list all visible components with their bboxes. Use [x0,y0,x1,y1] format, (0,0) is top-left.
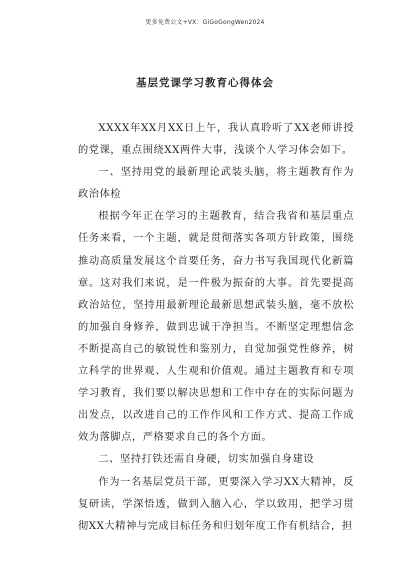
paragraph-section-2: 作为一名基层党员干部，更要深入学习XX大精神，反复研读，学深悟透，做到入脑入心，学以致用，把学习贯彻XX大精神与完成目标任务和归划年度工作有机结合，担 [78,476,354,532]
header-note: 更多免费公文+VX：GiGoGongWen2024 [145,19,265,26]
document-title: 基层党课学习教育心得体会 [136,77,274,89]
document-body [78,118,354,538]
paragraph-section-1: 根据今年正在学习的主题教育，结合我省和基层重点任务来看，一个主题，就是贯彻落实各项方针政策，围绕推动高质量发展这个首要任务，奋力书写我国现代化新篇章。这对我们来说，是一件极为振奋的大事。首先要提高政治站位，坚持用最新理论最新思想武装头脑，毫不放松的加强自身修养，做到忠诚干净担当。不断坚定理想信念不断提高自己的敏锐性和鉴别力，自觉加强党性修养，树立科学的世界观、人生观和价值观。通过主题教育和专项学习教育，我们要以解决思想和工作中存在的实际问题为出发点，以改进自己的工作作风和工作方式、提高工作成效为落脚点，严格要求自己的各个方面。 [78,211,354,444]
section-heading-2: 二、坚持打铁还需自身硬，切实加强自身建设 [98,454,315,466]
section-heading-1: 一、坚持用党的最新理论武装头脑，将主题教育作为政治体检 [78,167,354,201]
paragraph-intro: XXXX年XX月XX日上午，我认真聆听了XX老师讲授的党课，重点围绕XX两件大事，浅谈个人学习体会如下。 [78,123,354,157]
